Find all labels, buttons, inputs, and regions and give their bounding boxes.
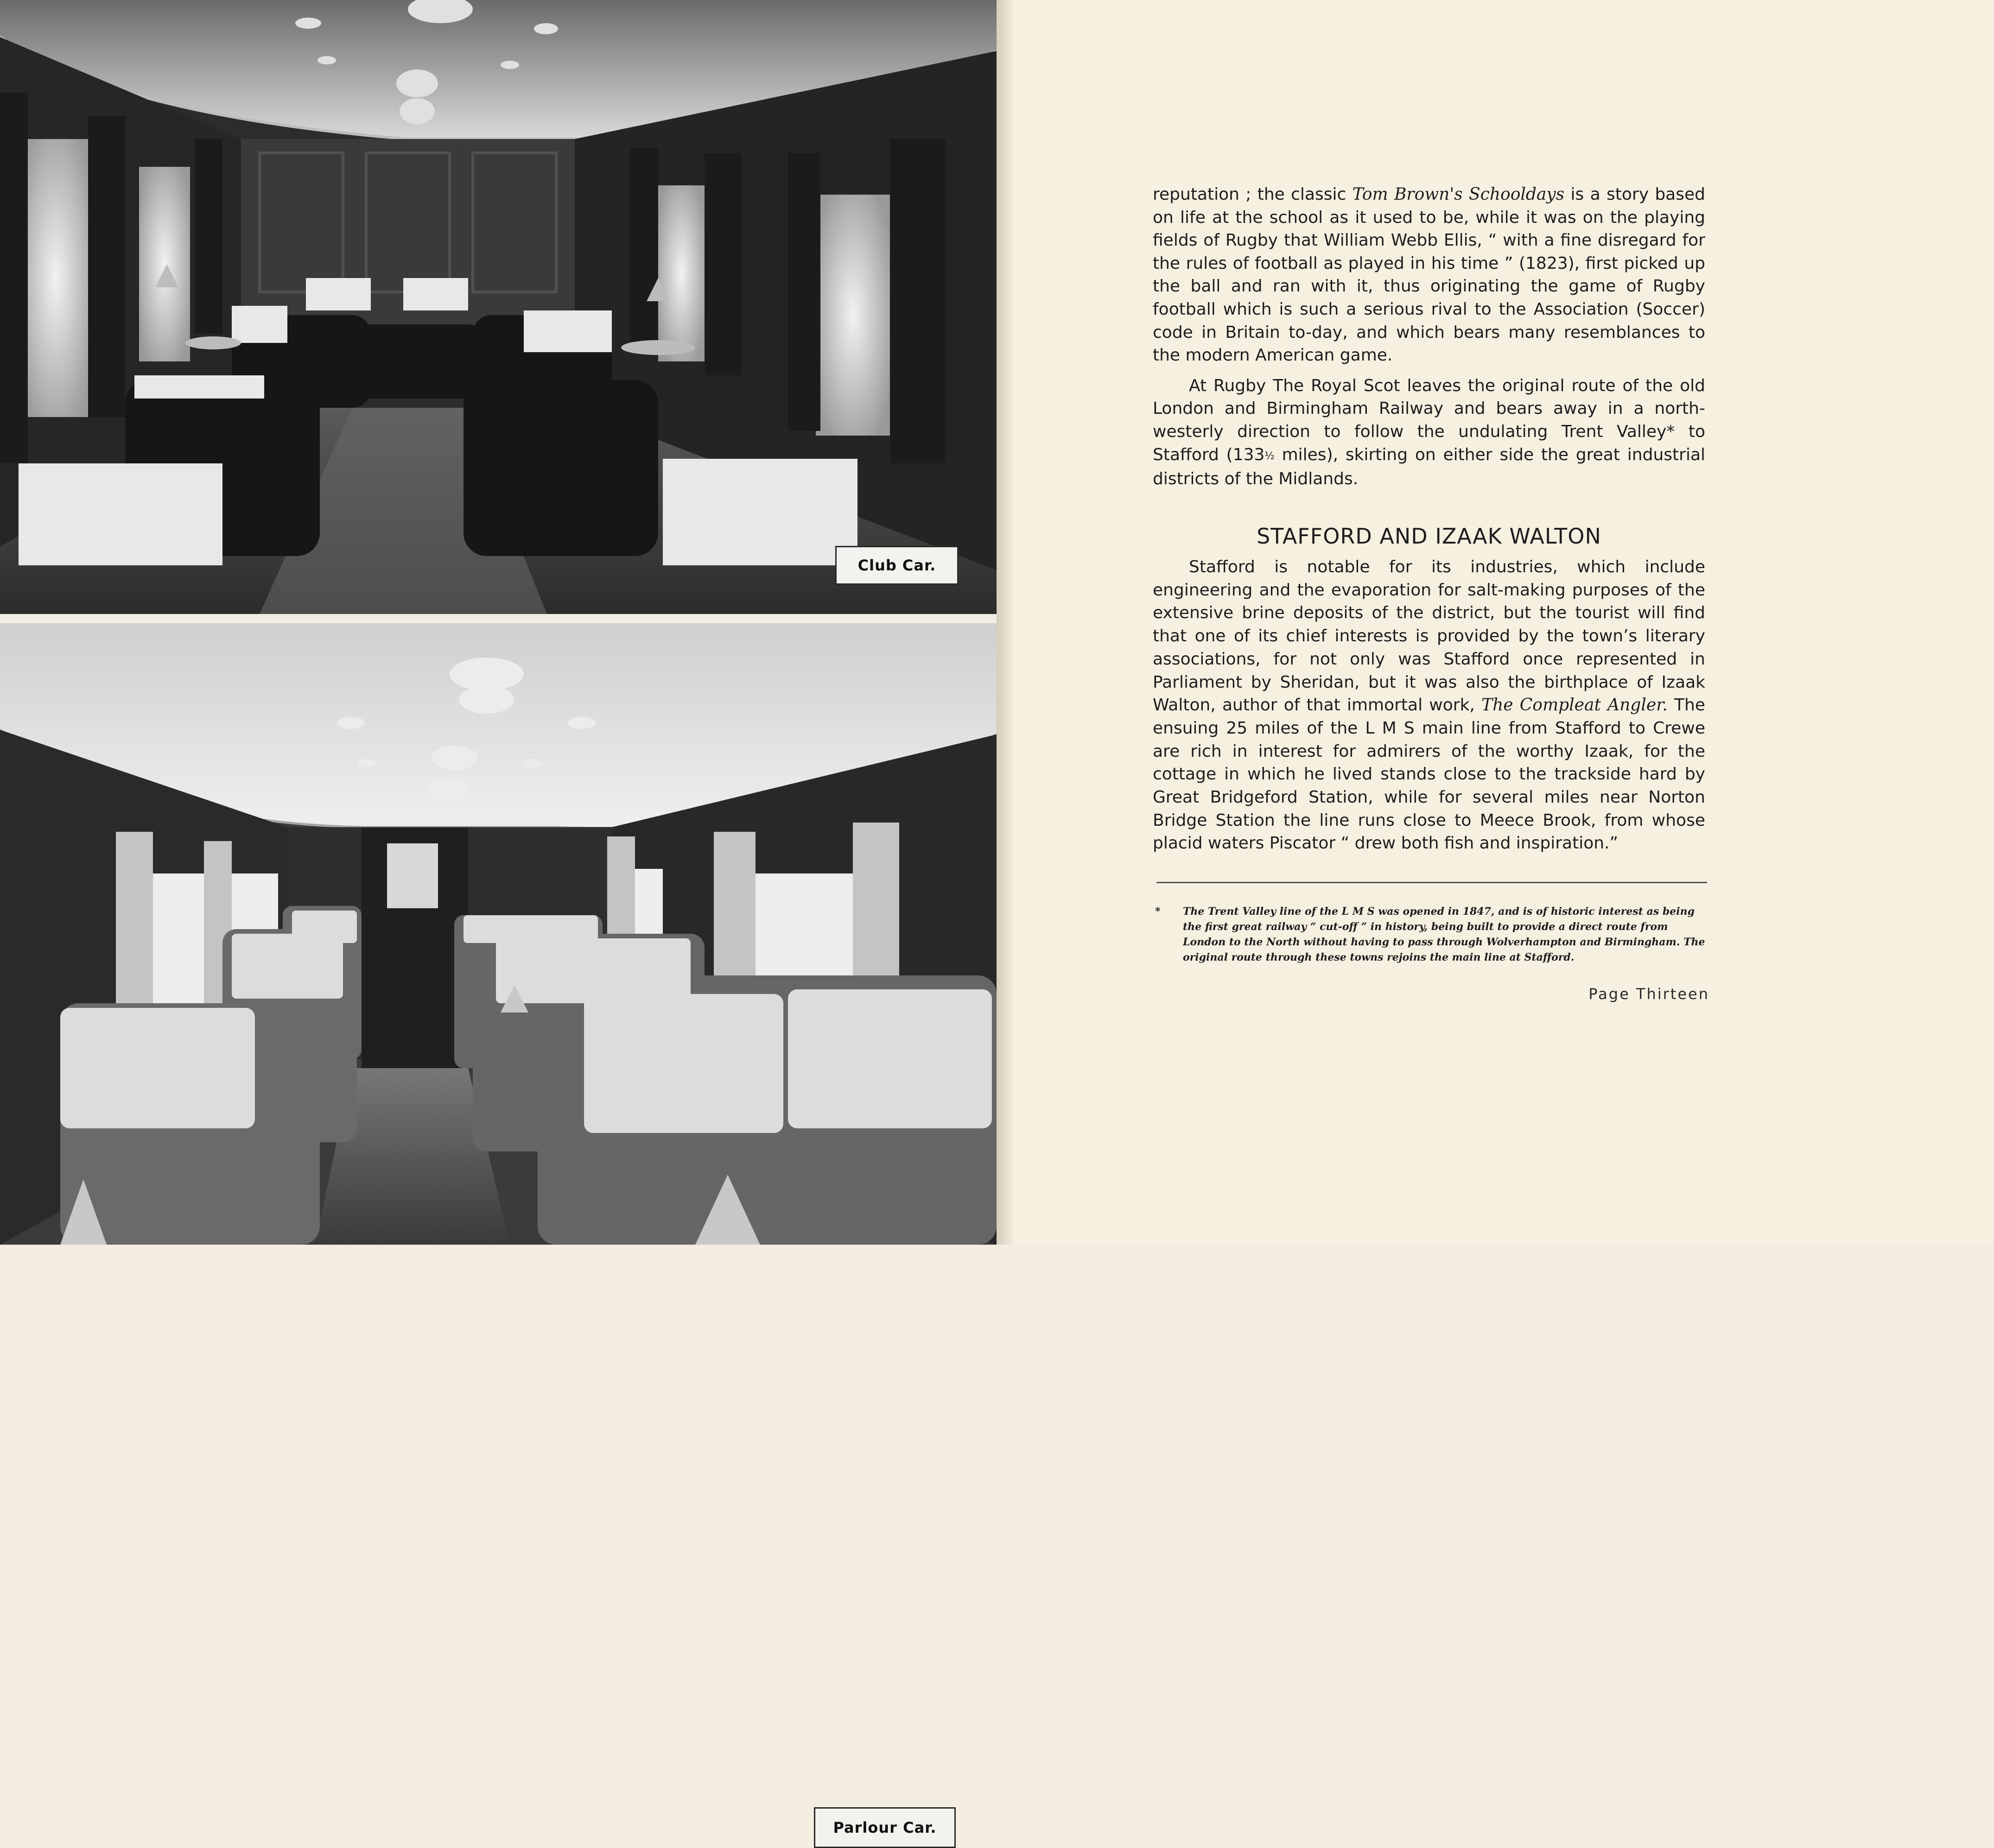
paragraph-trent-valley: At Rugby The Royal Scot leaves the original route of the old London and Birmingham Railway and bears away in a northwesterly direction to follow the undulating Trent Valley* to Stafford (133½ miles), skirting on either side the great industrial districts of the Midlands. (1153, 376, 1706, 489)
page-number: Page Thirteen (1588, 985, 1709, 1003)
paragraph-stafford: Stafford is notable for its industries, which include engineering and the evaporation for salt-making purposes of the extensive brine deposits of the district, but the tourist will find that one of its chief interests is provided by the town’s literary associations, for not only was Stafford once represented in Parliament by Sheridan, but it was also the birthplace of Izaak Walton, author of that immortal work, The Compleat Angler. The ensuing 25 miles of the L M S main line from Stafford to Crewe are rich in interest for admirers of the worthy Izaak, for the cottage in which he lived stands close to the trackside hard by Great Bridgeford Station, while for several miles near Norton Bridge Station the line runs close to Meece Brook, from whose placid waters Piscator “ drew both fish and inspiration.” (1153, 557, 1705, 853)
club-car-photo (0, 0, 997, 614)
book-title-compleat-angler: The Compleat Angler. (1481, 696, 1668, 715)
body-text-top (1153, 183, 1705, 491)
parlour-car-photo (0, 623, 997, 1836)
club-car-caption: Club Car. (835, 546, 959, 585)
paragraph-rugby: reputation ; the classic Tom Brown's Schooldays is a story based on life at the school as it used to be, while it was on the playing fields of Rugby that William Webb Ellis, “ with a fine disregard for the rules of football as played in his time ” (1823), first picked up the ball and ran with it, thus originating the game of Rugby football which is such a serious rival to the Association (Soccer) code in Britain to-day, and which bears many resemblances to the modern American game. (1153, 185, 1705, 365)
footnote (1155, 904, 1709, 965)
parlour-car-caption: Parlour Car. (814, 1807, 956, 1848)
body-text-stafford (1153, 556, 1705, 855)
footnote-marker: * (1155, 905, 1161, 918)
footnote-divider (1156, 882, 1707, 883)
book-title-tom-browns-schooldays: Tom Brown's Schooldays (1352, 185, 1565, 204)
fraction-half: ½ (1264, 450, 1275, 462)
section-heading: STAFFORD AND IZAAK WALTON (1257, 524, 1601, 549)
gutter-shadow (997, 0, 1015, 1245)
footnote-text: The Trent Valley line of the L M S was opened in 1847, and is of historic interest as being the first great railway “ cut-off ” in history, being built to provide a direct route from London to the North without having to pass through Wolverhampton and Birmingham. The original route through these towns rejoins the main line at Stafford. (1183, 905, 1705, 963)
left-page (0, 0, 997, 1836)
